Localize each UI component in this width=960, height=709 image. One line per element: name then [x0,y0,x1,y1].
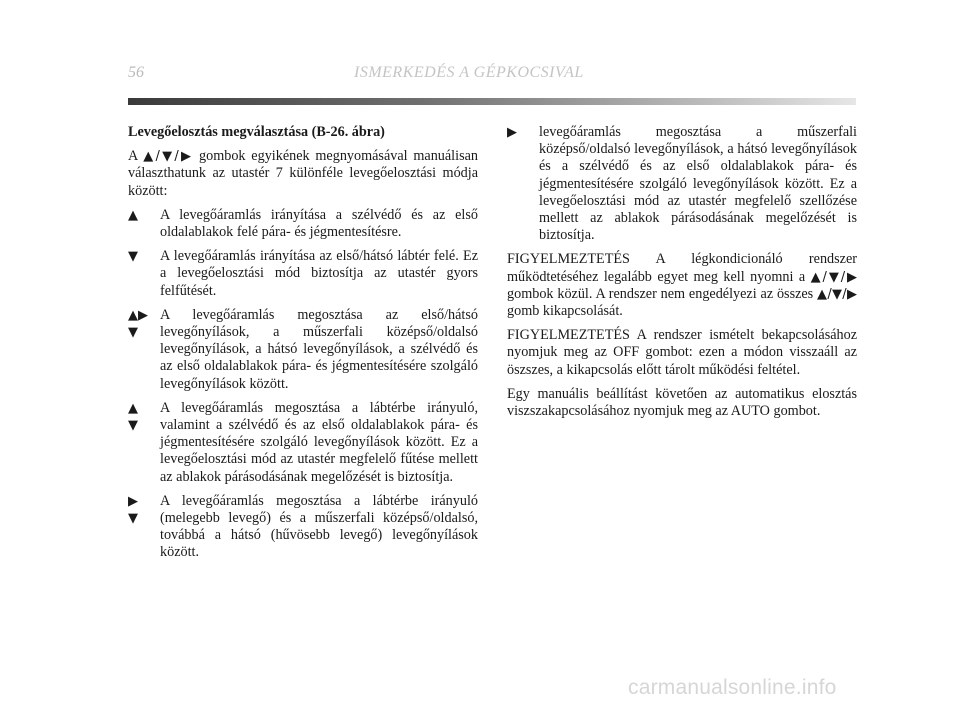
section-heading: Levegőelosztás megválasztása (B-26. ábra) [128,124,385,140]
warning-text-end: gomb kikapcsolását. [507,303,623,320]
mode-item-footwell-dashboard [128,493,478,562]
arrow-up-icon: ▲ [128,400,138,416]
arrow-right-icon: ▶ [507,125,517,140]
mode-symbol [128,248,156,265]
arrow-down-icon: ▼ [128,511,138,527]
mode-description: A levegőáramlás megosztása a lábtérbe irányuló, valamint a szélvédő és az első oldalablakok pára- és jégmentesítésére szolgáló levegőnyílások között. Ez a levegőelosztási mód az utastér megfelelő fűtése mellett az ablakok párásodásának megelőzését is biztosítja. [160,399,478,485]
arrow-up-right-icon: ▲▶ [128,307,148,323]
page-number: 56 [128,64,144,81]
airflow-buttons-icon: ▲/▼/▶ [817,286,857,302]
mode-description: A levegőáramlás megosztása a lábtérbe irányuló (melegebb levegő) és a műszerfali középső/oldalsó, továbbá a hátsó (hűvösebb levegő) levegőnyílások között. [160,492,478,561]
arrow-up-icon: ▲ [128,207,138,223]
warning-paragraph-2: FIGYELMEZTETÉS A rendszer ismételt bekapcsolásához nyomjuk meg az OFF gombot: ezen a módon visszaáll az öszszes, a kikapcsolás előtt tárolt működési feltétel. [507,327,857,378]
arrow-down-icon: ▼ [128,249,138,265]
auto-paragraph: Egy manuális beállítást követően az automatikus elosztás viszszakapcsolásához nyomjuk meg az AUTO gombot. [507,385,857,420]
arrow-down-icon: ▼ [128,325,138,341]
mode-item-footwell [128,248,478,300]
page-header [128,64,856,88]
mode-item-windshield [128,207,478,241]
watermark: carmanualsonline.info [628,676,837,699]
airflow-buttons-icon: ▲/▼/▶ [810,269,857,285]
mode-symbol [128,493,156,527]
intro-text-start: A [128,148,144,165]
arrow-right-icon: ▶ [128,493,138,509]
mode-description: A levegőáramlás irányítása az első/hátsó lábtér felé. Ez a levegőelosztási mód biztosítja az utastér gyors felfűtését. [160,248,478,299]
warning-text-start: FIGYELMEZTETÉS A légkondicionáló rendszer működtetéséhez legalább egyet meg kell nyomni a [507,251,857,285]
header-rule [128,98,856,105]
running-title: ISMERKEDÉS A GÉPKOCSIVAL [354,64,584,81]
mode-symbol [507,124,535,141]
mode-description: A levegőáramlás irányítása a szélvédő és az első oldalablakok felé pára- és jégmentesítésre. [160,206,478,241]
warning-paragraph-1 [507,251,857,320]
mode-symbol [128,400,156,434]
mode-symbol [128,207,156,224]
warning-text-mid: gombok közül. A rendszer nem engedélyezi az összes [507,285,818,302]
intro-paragraph [128,148,478,200]
mode-description: levegőáramlás megosztása a műszerfali középső/oldalsó levegőnyílások, a hátsó levegőnyílások és a szélvédő és az első oldalablakok pára- és jégmentesítésére szolgáló levegőnyílások között. Ez a levegőelosztási mód az utastér megfelelő szellőzése mellett az ablakok párásodásának megelőzését is biztosítja. [539,124,857,244]
right-column [507,124,857,427]
mode-item-footwell-windshield [128,400,478,486]
mode-description: A levegőáramlás megosztása az első/hátsó levegőnyílások, a műszerfali középső/oldalsó levegőnyílások, a hátsó levegőnyílások, a szélvédő és az első oldalablakok pára- és jégmentesítésére szolgáló levegőnyílások között. [160,306,478,392]
mode-symbol [128,307,156,341]
airflow-buttons-icon: ▲/▼/▶ [143,149,194,165]
left-column [128,124,478,569]
intro-text-end: gombok egyikének megnyomásával manuálisan választhatunk az utastér 7 különféle levegőelosztási módja között: [128,148,478,199]
arrow-down-icon: ▼ [128,418,138,434]
mode-item-dashboard [507,124,857,244]
mode-item-all-vents [128,307,478,393]
